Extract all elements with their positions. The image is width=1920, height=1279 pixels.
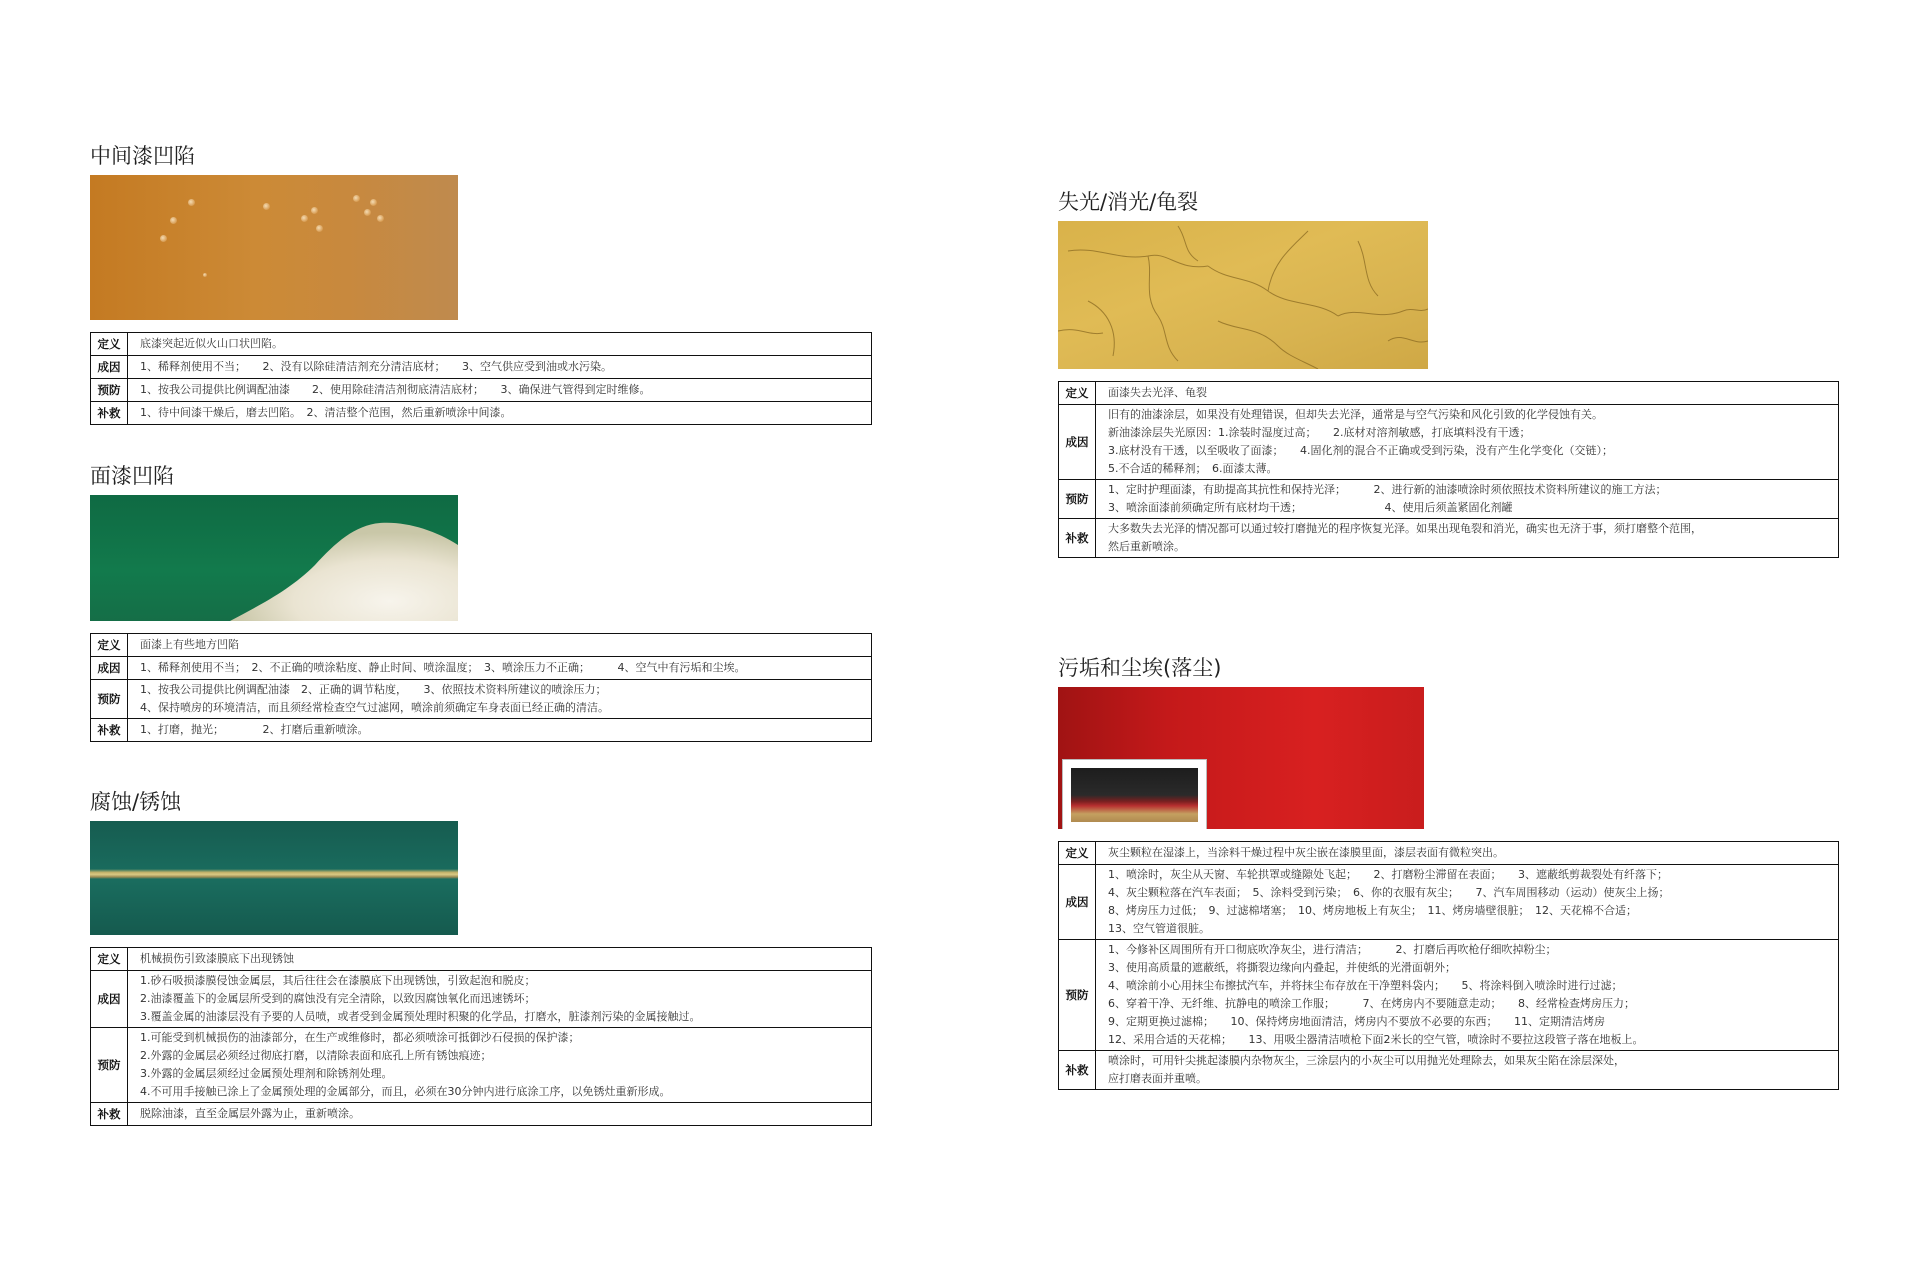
section-dirt-and-dust — [1058, 655, 1839, 1090]
row-text — [128, 719, 872, 742]
defect-photo-dust — [1058, 687, 1424, 829]
row-text — [128, 634, 872, 657]
info-table — [1058, 381, 1839, 558]
row-label: 定义 — [91, 948, 128, 971]
row-label: 定义 — [91, 333, 128, 356]
row-definition — [91, 634, 872, 657]
row-label: 预防 — [1059, 940, 1096, 1051]
info-table — [90, 947, 872, 1126]
defect-photo-primer-cratering — [90, 175, 458, 320]
closeup-inset — [1062, 759, 1207, 829]
text-line: 6、穿着干净、无纤维、抗静电的喷涂工作服； 7、在烤房内不要随意走动； 8、经常检查烤房压力； — [1108, 997, 1635, 1010]
row-cause — [91, 356, 872, 379]
section-topcoat-cratering — [90, 463, 872, 742]
row-label: 预防 — [91, 1028, 128, 1103]
text-line: 喷涂时，可用针尖挑起漆膜内杂物灰尘，三涂层内的小灰尘可以用抛光处理除去，如果灰尘陷在涂层深处， — [1108, 1054, 1625, 1067]
text-line: 9、定期更换过滤棉； 10、保持烤房地面清洁，烤房内不要放不必要的东西； 11、定期清洁烤房 — [1108, 1015, 1605, 1028]
row-definition — [91, 333, 872, 356]
row-text — [128, 402, 872, 425]
text-line: 1、按我公司提供比例调配油漆 2、正确的调节粘度， 3、依照技术资料所建议的喷涂压力； — [140, 683, 607, 696]
text-line: 3、使用高质量的遮蔽纸，将撕裂边缘向内叠起，并使纸的光滑面朝外； — [1108, 961, 1456, 974]
row-label: 补救 — [1059, 519, 1096, 558]
text-line: 5.不合适的稀释剂； 6.面漆太薄。 — [1108, 462, 1278, 475]
row-label: 成因 — [91, 657, 128, 680]
row-label: 成因 — [1059, 865, 1096, 940]
row-cause — [1059, 865, 1839, 940]
section-loss-of-gloss-cracking — [1058, 189, 1839, 558]
row-prevention — [1059, 480, 1839, 519]
row-text — [128, 379, 872, 402]
row-label: 成因 — [1059, 405, 1096, 480]
section-title: 腐蚀/锈蚀 — [90, 790, 182, 814]
row-text — [1096, 382, 1839, 405]
row-definition — [91, 948, 872, 971]
crack-pattern — [1058, 221, 1428, 369]
defect-photo-cracking — [1058, 221, 1428, 369]
text-line: 1、定时护理面漆，有助提高其抗性和保持光泽； 2、进行新的油漆喷涂时须依照技术资料所建议的施工方法； — [1108, 483, 1667, 496]
row-label: 成因 — [91, 356, 128, 379]
info-table — [90, 332, 872, 425]
text-line: 4、喷涂前小心用抹尘布擦拭汽车，并将抹尘布存放在干净塑料袋内； 5、将涂料倒入喷涂时进行过滤； — [1108, 979, 1623, 992]
row-prevention — [1059, 940, 1839, 1051]
row-label: 补救 — [91, 719, 128, 742]
row-text — [1096, 865, 1839, 940]
text-line: 1、今修补区周围所有开口彻底吹净灰尘，进行清洁； 2、打磨后再吹枪仔细吹掉粉尘； — [1108, 943, 1557, 956]
text-line: 3.覆盖金属的油漆层没有予要的人员喷，或者受到金属预处理时积聚的化学品，打磨水，脏漆剂污染的金属接触过。 — [140, 1010, 701, 1023]
text-line: 面漆上有些地方凹陷 — [140, 638, 239, 651]
row-prevention — [91, 1028, 872, 1103]
row-label: 定义 — [1059, 382, 1096, 405]
row-text — [128, 657, 872, 680]
text-line: 1.砂石吸损漆膜侵蚀金属层，其后往往会在漆膜底下出现锈蚀，引致起泡和脱皮； — [140, 974, 536, 987]
text-line: 12、采用合适的天花棉； 13、用吸尘器清洁喷枪下面2米长的空气管，喷涂时不要拉这段管子落在地板上。 — [1108, 1033, 1644, 1046]
text-line: 1、待中间漆干燥后，磨去凹陷。 2、清洁整个范围，然后重新喷涂中间漆。 — [140, 406, 512, 419]
text-line: 1、按我公司提供比例调配油漆 2、使用除硅清洁剂彻底清洁底材； 3、确保进气管得到定时维修。 — [140, 383, 651, 396]
text-line: 3.外露的金属层须经过金属预处理剂和除锈剂处理。 — [140, 1067, 393, 1080]
row-text — [128, 1028, 872, 1103]
row-text — [1096, 480, 1839, 519]
row-label: 成因 — [91, 971, 128, 1028]
row-text — [1096, 940, 1839, 1051]
info-table — [1058, 841, 1839, 1090]
text-line: 4、灰尘颗粒落在汽车表面； 5、涂料受到污染； 6、你的衣服有灰尘； 7、汽车周围移动（运动）使灰尘上扬； — [1108, 886, 1670, 899]
row-text — [128, 680, 872, 719]
row-remedy — [1059, 519, 1839, 558]
row-prevention — [91, 379, 872, 402]
row-text — [128, 971, 872, 1028]
text-line: 然后重新喷涂。 — [1108, 540, 1185, 553]
row-definition — [1059, 842, 1839, 865]
row-text — [128, 333, 872, 356]
text-line: 13、空气管道很脏。 — [1108, 922, 1210, 935]
row-text — [128, 356, 872, 379]
text-line: 1、打磨，抛光； 2、打磨后重新喷涂。 — [140, 723, 369, 736]
text-line: 脱除油漆，直至金属层外露为止，重新喷涂。 — [140, 1107, 360, 1120]
section-title: 中间漆凹陷 — [90, 144, 195, 168]
info-table — [90, 633, 872, 742]
corrosion-line — [90, 869, 458, 879]
row-remedy — [91, 402, 872, 425]
row-remedy — [1059, 1051, 1839, 1090]
section-primer-cratering — [90, 143, 872, 425]
crater-shape — [90, 495, 458, 621]
row-text — [128, 948, 872, 971]
row-remedy — [91, 719, 872, 742]
row-prevention — [91, 680, 872, 719]
text-line: 4、保持喷房的环境清洁，而且须经常检查空气过滤网，喷涂前须确定车身表面已经正确的清洁。 — [140, 701, 609, 714]
row-label: 定义 — [91, 634, 128, 657]
text-line: 大多数失去光泽的情况都可以通过较打磨抛光的程序恢复光泽。如果出现龟裂和消光，确实也无济于事，须打磨整个范围， — [1108, 522, 1702, 535]
text-line: 1、稀释剂使用不当； 2、没有以除硅清洁剂充分清洁底材； 3、空气供应受到油或水污染。 — [140, 360, 612, 373]
text-line: 1.可能受到机械损伤的油漆部分，在生产或维修时，都必须喷涂可抵御沙石侵损的保护漆； — [140, 1031, 580, 1044]
text-line: 灰尘颗粒在湿漆上，当涂料干燥过程中灰尘嵌在漆膜里面，漆层表面有微粒突出。 — [1108, 846, 1504, 859]
defect-photo-corrosion — [90, 821, 458, 935]
row-label: 预防 — [1059, 480, 1096, 519]
section-corrosion — [90, 789, 872, 1126]
row-text — [1096, 405, 1839, 480]
text-line: 面漆失去光泽、龟裂 — [1108, 386, 1207, 399]
row-label: 补救 — [91, 402, 128, 425]
row-label: 定义 — [1059, 842, 1096, 865]
row-label: 预防 — [91, 680, 128, 719]
row-text — [1096, 1051, 1839, 1090]
row-text — [1096, 519, 1839, 558]
text-line: 机械损伤引致漆膜底下出现锈蚀 — [140, 952, 294, 965]
defect-photo-topcoat-cratering — [90, 495, 458, 621]
row-label: 补救 — [1059, 1051, 1096, 1090]
row-cause — [91, 657, 872, 680]
row-remedy — [91, 1103, 872, 1126]
section-title: 污垢和尘埃(落尘) — [1058, 656, 1222, 680]
text-line: 8、烤房压力过低； 9、过滤棉堵塞； 10、烤房地板上有灰尘； 11、烤房墙壁很脏； 12、天花棉不合适； — [1108, 904, 1637, 917]
text-line: 3、喷涂面漆前须确定所有底材均干透； 4、使用后须盖紧固化剂罐 — [1108, 501, 1513, 514]
row-cause — [1059, 405, 1839, 480]
row-text — [128, 1103, 872, 1126]
text-line: 2.外露的金属层必须经过彻底打磨，以清除表面和底孔上所有锈蚀痕迹； — [140, 1049, 492, 1062]
row-label: 补救 — [91, 1103, 128, 1126]
row-definition — [1059, 382, 1839, 405]
text-line: 新油漆涂层失光原因：1.涂装时湿度过高； 2.底材对溶剂敏感，打底填料没有干透； — [1108, 426, 1531, 439]
row-text — [1096, 842, 1839, 865]
text-line: 应打磨表面并重喷。 — [1108, 1072, 1207, 1085]
text-line: 1、稀释剂使用不当； 2、不正确的喷涂粘度、静止时间、喷涂温度； 3、喷涂压力不正确； 4、空气中有污垢和尘埃。 — [140, 661, 746, 674]
text-line: 4.不可用手接触已涂上了金属预处理的金属部分，而且，必须在30分钟内进行底涂工序，以免锈灶重新形成。 — [140, 1085, 671, 1098]
text-line: 底漆突起近似火山口状凹陷。 — [140, 337, 283, 350]
text-line: 2.油漆覆盖下的金属层所受到的腐蚀没有完全清除，以致因腐蚀氧化而迅速锈坏； — [140, 992, 536, 1005]
text-line: 旧有的油漆涂层，如果没有处理错误，但却失去光泽，通常是与空气污染和风化引致的化学侵蚀有关。 — [1108, 408, 1603, 421]
section-title: 面漆凹陷 — [90, 464, 174, 488]
row-cause — [91, 971, 872, 1028]
row-label: 预防 — [91, 379, 128, 402]
text-line: 3.底材没有干透，以至吸收了面漆； 4.固化剂的混合不正确或受到污染，没有产生化学变化（交链）； — [1108, 444, 1613, 457]
section-title: 失光/消光/龟裂 — [1058, 190, 1199, 214]
text-line: 1、喷涂时，灰尘从天窗、车轮拱罩或缝隙处飞起； 2、打磨粉尘滞留在表面； 3、遮蔽纸剪裁裂处有纤落下； — [1108, 868, 1668, 881]
